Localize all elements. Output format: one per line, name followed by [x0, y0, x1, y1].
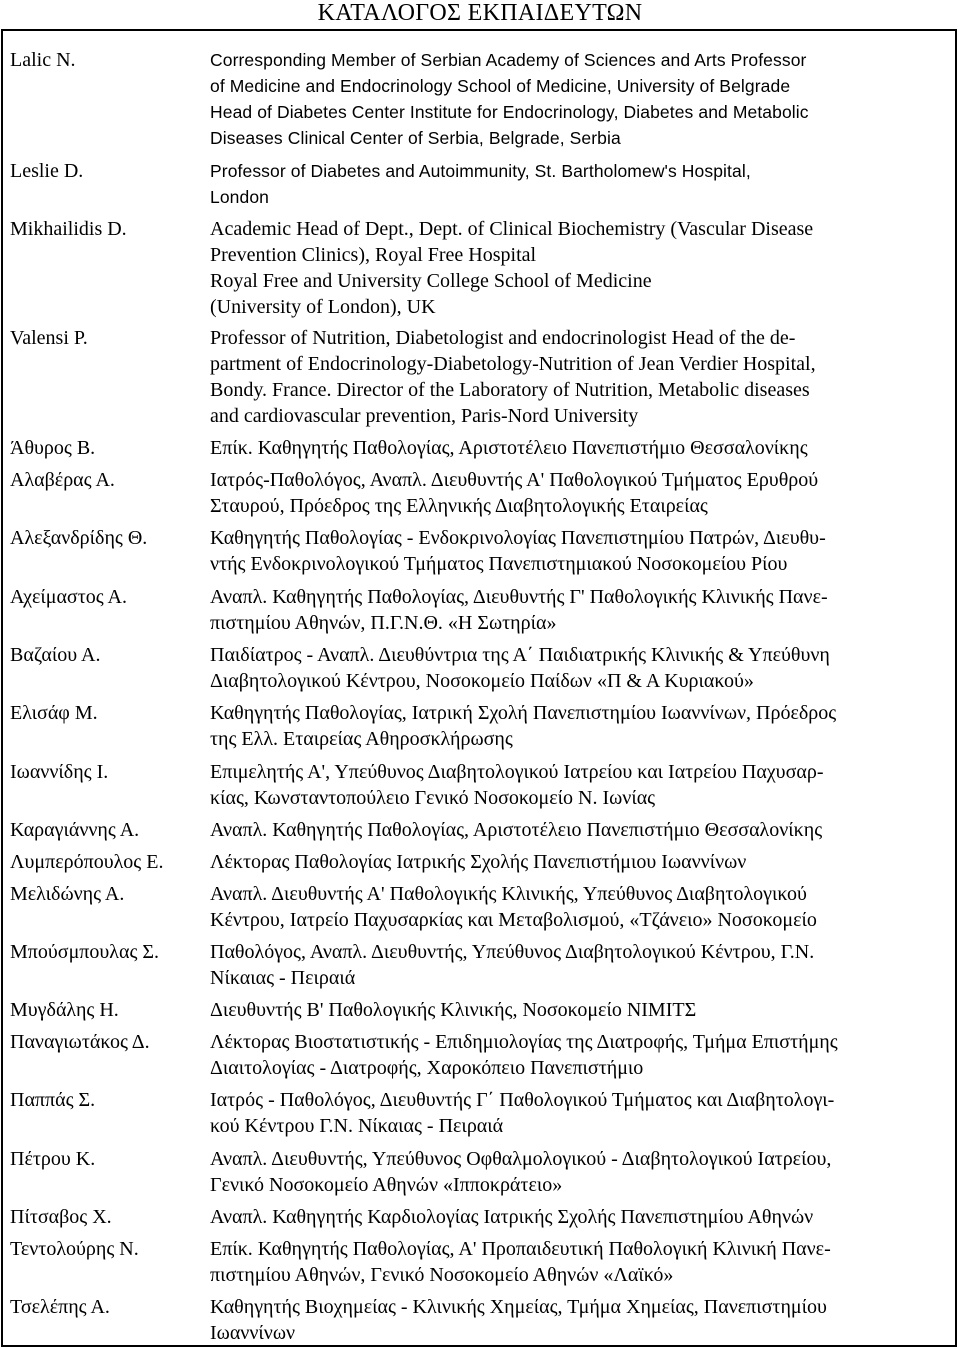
trainer-description: Παθολόγος, Αναπλ. Διευθυντής, Υπεύθυνος Διαβητολογικού Κέντρου, Γ.Ν. Νίκαιας - Πειραιά: [210, 941, 815, 989]
trainer-description: Καθηγητής Παθολογίας, Ιατρική Σχολή Πανεπιστημίου Ιωαννίνων, Πρόεδρος της Ελλ. Εταιρείας Αθηροσκλήρωσης: [210, 702, 837, 750]
trainer-name: Ελισάφ Μ.: [10, 702, 98, 724]
trainer-name: Παναγιωτάκος Δ.: [10, 1031, 150, 1053]
trainer-description: Professor of Nutrition, Diabetologist and endocrinologist Head of the de- partment of Endocrinology-Diabetology-Nutrition of Jean Verdier Hospital, Bondy. France. Director of the Laboratory of Nutrition, Metabolic diseases and cardiovascular prevention, Paris-Nord University: [210, 327, 816, 427]
trainer-name: Άθυρος Β.: [10, 437, 96, 459]
trainer-name: Αλεξανδρίδης Θ.: [10, 527, 148, 549]
trainer-name: Ιωαννίδης Ι.: [10, 761, 109, 783]
trainer-description: Professor of Diabetes and Autoimmunity, St. Bartholomew's Hospital, London: [210, 161, 751, 207]
trainer-name: Καραγιάννης Α.: [10, 819, 140, 841]
trainer-name: Πέτρου Κ.: [10, 1148, 96, 1170]
trainer-description: Αναπλ. Καθηγητής Παθολογίας, Διευθυντής Γ' Παθολογικής Κλινικής Πανε- πιστημίου Αθηνών, Π.Γ.Ν.Θ. «Η Σωτηρία»: [210, 586, 828, 634]
trainer-name: Βαζαίου Α.: [10, 644, 101, 666]
trainer-description: Αναπλ. Διευθυντής, Υπεύθυνος Οφθαλμολογικού - Διαβητολογικού Ιατρείου, Γενικό Νοσοκομείο Αθηνών «Ιπποκράτειο»: [210, 1148, 832, 1196]
trainer-name: Λυμπερόπουλος Ε.: [10, 851, 164, 873]
trainer-name: Lalic N.: [10, 49, 76, 71]
trainer-description: Επίκ. Καθηγητής Παθολογίας, Α' Προπαιδευτική Παθολογική Κλινική Πανε- πιστημίου Αθηνών, Γενικό Νοσοκομείο Αθηνών «Λαϊκό»: [210, 1238, 831, 1286]
trainer-description: Αναπλ. Καθηγητής Καρδιολογίας Ιατρικής Σχολής Πανεπιστημίου Αθηνών: [210, 1206, 814, 1228]
trainer-description: Επιμελητής Α', Υπεύθυνος Διαβητολογικού Ιατρείου και Ιατρείου Παχυσαρ- κίας, Κωνσταντοπούλειο Γενικό Νοσοκομείο Ν. Ιωνίας: [210, 761, 824, 809]
page-title: ΚΑΤΑΛΟΓΟΣ ΕΚΠΑΙΔΕΥΤΩΝ: [317, 0, 643, 26]
trainer-name: Παππάς Σ.: [10, 1089, 96, 1111]
trainer-description: Επίκ. Καθηγητής Παθολογίας, Αριστοτέλειο Πανεπιστήμιο Θεσσαλονίκης: [210, 437, 808, 459]
trainer-name: Τσελέπης Α.: [10, 1296, 110, 1318]
trainer-name: Μπούσμπουλας Σ.: [10, 941, 160, 963]
trainer-description: Καθηγητής Βιοχημείας - Κλινικής Χημείας, Τμήμα Χημείας, Πανεπιστημίου Ιωαννίνων: [210, 1296, 827, 1344]
trainer-description: Ιατρός-Παθολόγος, Αναπλ. Διευθυντής Α' Παθολογικού Τμήματος Ερυθρού Σταυρού, Πρόεδρος της Ελληνικής Διαβητολογικής Εταιρείας: [210, 469, 819, 517]
trainer-name: Valensi P.: [10, 327, 88, 349]
trainer-description: Αναπλ. Διευθυντής Α' Παθολογικής Κλινικής, Υπεύθυνος Διαβητολογικού Κέντρου, Ιατρείο Παχυσαρκίας και Μεταβολισμού, «Τζάνειο» Νοσοκομείο: [210, 883, 817, 931]
trainer-description: Ιατρός - Παθολόγος, Διευθυντής Γ΄ Παθολογικού Τμήματος και Διαβητολογι- κού Κέντρου Γ.Ν. Νίκαιας - Πειραιά: [210, 1089, 835, 1137]
trainer-name: Leslie D.: [10, 160, 84, 182]
trainer-name: Μελιδώνης Α.: [10, 883, 125, 905]
trainer-name: Μυγδάλης Η.: [10, 999, 119, 1021]
trainer-name: Αχείμαστος Α.: [10, 586, 128, 608]
trainer-name: Mikhailidis D.: [10, 218, 127, 240]
trainer-description: Αναπλ. Καθηγητής Παθολογίας, Αριστοτέλειο Πανεπιστήμιο Θεσσαλονίκης: [210, 819, 823, 841]
trainer-name: Τεντολούρης Ν.: [10, 1238, 139, 1260]
trainer-description: Academic Head of Dept., Dept. of Clinical Biochemistry (Vascular Disease Prevention Clinics), Royal Free Hospital Royal Free and University College School of Medicine (University of London), UK: [210, 218, 814, 318]
trainer-description: Λέκτορας Παθολογίας Ιατρικής Σχολής Πανεπιστήμιου Ιωαννίνων: [210, 851, 747, 873]
trainer-description: Διευθυντής Β' Παθολογικής Κλινικής, Νοσοκομείο ΝΙΜΙΤΣ: [210, 999, 697, 1021]
trainer-description: Corresponding Member of Serbian Academy of Sciences and Arts Professor of Medicine and Endocrinology School of Medicine, University of Belgrade Head of Diabetes Center Institute for Endocrinology, Diabetes and Metabolic Diseases Clinical Center of Serbia, Belgrade, Serbia: [210, 50, 809, 148]
trainer-name: Αλαβέρας Α.: [10, 469, 115, 491]
trainer-name: Πίτσαβος Χ.: [10, 1206, 112, 1228]
trainer-description: Λέκτορας Βιοστατιστικής - Επιδημιολογίας της Διατροφής, Τμήμα Επιστήμης Διαιτολογίας - Διατροφής, Χαροκόπειο Πανεπιστήμιο: [210, 1031, 838, 1079]
trainer-description: Καθηγητής Παθολογίας - Ενδοκρινολογίας Πανεπιστημίου Πατρών, Διευθυ- ντής Ενδοκρινολογικού Τμήματος Πανεπιστημιακού Νοσοκομείου Ρίου: [210, 527, 826, 575]
trainer-description: Παιδίατρος - Αναπλ. Διευθύντρια της Α΄ Παιδιατρικής Κλινικής & Υπεύθυνη Διαβητολογικού Κέντρου, Νοσοκομείο Παίδων «Π & Α Κυριακού»: [210, 644, 830, 692]
